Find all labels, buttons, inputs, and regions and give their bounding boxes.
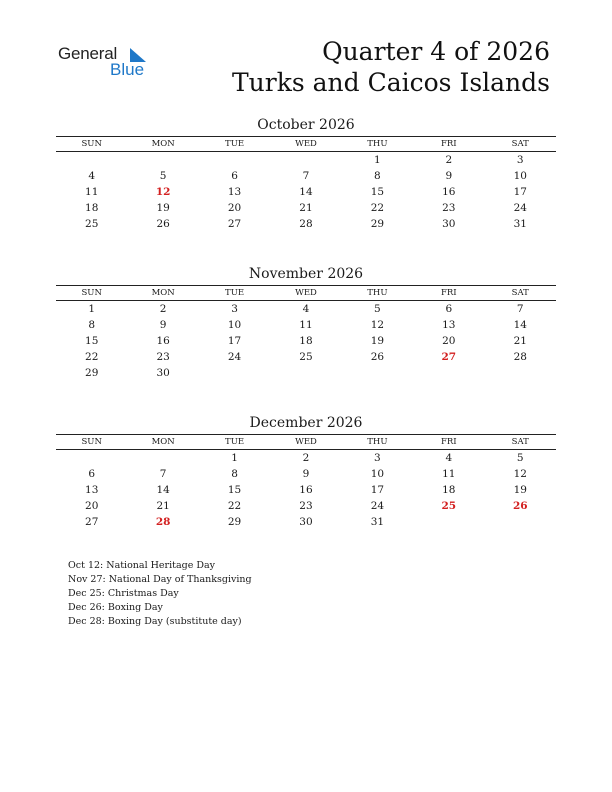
holiday-note: Dec 25: Christmas Day	[68, 588, 179, 599]
empty-day-cell	[199, 152, 270, 169]
weekday-label: FRI	[413, 435, 484, 450]
calendar-table	[56, 285, 556, 381]
weekday-label: WED	[270, 435, 341, 450]
week-row	[56, 482, 556, 498]
calendar-body	[56, 301, 556, 382]
day-cell: 14	[513, 319, 527, 331]
day-cell: 11	[85, 186, 99, 198]
weekday-label: FRI	[413, 137, 484, 152]
weekday-label: TUE	[199, 137, 270, 152]
day-cell: 19	[513, 484, 527, 496]
day-cell: 18	[442, 484, 456, 496]
weekday-label: WED	[270, 137, 341, 152]
day-cell: 23	[299, 500, 313, 512]
day-cell: 19	[156, 202, 170, 214]
holiday-day-cell: 26	[512, 500, 528, 512]
week-row	[56, 200, 556, 216]
day-cell: 5	[374, 303, 381, 315]
weekday-label: SAT	[485, 137, 556, 152]
day-cell: 1	[374, 154, 381, 166]
month-title: November 2026	[248, 266, 364, 282]
day-cell: 21	[513, 335, 527, 347]
weekday-header-row	[56, 286, 556, 301]
weekday-label: THU	[342, 435, 413, 450]
empty-day-cell	[127, 152, 198, 169]
holiday-day-cell: 12	[155, 186, 171, 198]
day-cell: 16	[156, 335, 170, 347]
day-cell: 1	[88, 303, 96, 315]
day-cell: 4	[88, 170, 96, 182]
week-row	[56, 317, 556, 333]
day-cell: 11	[299, 319, 313, 331]
week-row	[56, 184, 556, 200]
day-cell: 26	[370, 351, 385, 363]
day-cell: 26	[156, 218, 170, 230]
month-december	[56, 413, 556, 530]
day-cell: 5	[159, 170, 167, 182]
day-cell: 30	[442, 218, 456, 230]
weekday-label: MON	[127, 286, 198, 301]
day-cell: 18	[85, 202, 99, 214]
week-row	[56, 333, 556, 349]
day-cell: 29	[85, 367, 99, 379]
empty-day-cell	[56, 152, 127, 169]
weekday-label: SUN	[56, 435, 127, 450]
day-cell: 17	[370, 484, 385, 496]
weekday-header-row	[56, 435, 556, 450]
day-cell: 27	[227, 218, 242, 230]
weekday-label: TUE	[199, 286, 270, 301]
month-november	[56, 264, 556, 381]
day-cell: 23	[156, 351, 170, 363]
day-cell: 8	[231, 468, 238, 480]
calendar-body	[56, 152, 556, 233]
holiday-note: Nov 27: National Day of Thanksgiving	[68, 574, 252, 585]
weekday-label: MON	[127, 435, 198, 450]
day-cell: 24	[513, 202, 527, 214]
day-cell: 19	[370, 335, 385, 347]
day-cell: 14	[299, 186, 313, 198]
day-cell: 12	[513, 468, 527, 480]
day-cell: 2	[159, 303, 167, 315]
week-row	[56, 349, 556, 365]
day-cell: 12	[370, 319, 385, 331]
day-cell: 31	[370, 516, 385, 528]
day-cell: 31	[513, 218, 527, 230]
day-cell: 13	[85, 484, 99, 496]
calendar-body	[56, 450, 556, 531]
logo-text-blue: Blue	[110, 60, 145, 79]
empty-day-cell	[270, 365, 341, 381]
page-title	[232, 36, 550, 98]
empty-day-cell	[127, 450, 198, 467]
day-cell: 9	[302, 468, 310, 480]
logo	[58, 44, 158, 84]
day-cell: 11	[442, 468, 456, 480]
title-quarter: Quarter 4 of 2026	[322, 37, 550, 66]
weekday-label: SUN	[56, 286, 127, 301]
day-cell: 16	[442, 186, 456, 198]
day-cell: 17	[513, 186, 527, 198]
empty-day-cell	[413, 514, 484, 530]
month-title: October 2026	[257, 117, 355, 133]
week-row	[56, 365, 556, 381]
day-cell: 21	[299, 202, 313, 214]
day-cell: 6	[88, 468, 96, 480]
week-row	[56, 498, 556, 514]
day-cell: 22	[227, 500, 242, 512]
day-cell: 1	[231, 452, 238, 464]
weekday-label: TUE	[199, 435, 270, 450]
day-cell: 5	[516, 452, 524, 464]
day-cell: 3	[374, 452, 381, 464]
weekday-label: THU	[342, 137, 413, 152]
day-cell: 15	[227, 484, 242, 496]
day-cell: 6	[445, 303, 453, 315]
week-row	[56, 301, 556, 318]
holiday-notes	[68, 559, 252, 629]
week-row	[56, 514, 556, 530]
day-cell: 15	[85, 335, 99, 347]
weekday-label: MON	[127, 137, 198, 152]
day-cell: 7	[159, 468, 167, 480]
day-cell: 13	[442, 319, 456, 331]
day-cell: 9	[445, 170, 453, 182]
holiday-note: Dec 28: Boxing Day (substitute day)	[68, 616, 242, 627]
week-row	[56, 216, 556, 232]
empty-day-cell	[413, 365, 484, 381]
day-cell: 10	[513, 170, 527, 182]
day-cell: 24	[370, 500, 385, 512]
day-cell: 28	[299, 218, 313, 230]
holiday-day-cell: 25	[441, 500, 457, 512]
day-cell: 18	[299, 335, 313, 347]
weekday-label: SAT	[485, 286, 556, 301]
day-cell: 15	[370, 186, 385, 198]
empty-day-cell	[270, 152, 341, 169]
empty-day-cell	[485, 365, 556, 381]
day-cell: 25	[299, 351, 313, 363]
day-cell: 17	[227, 335, 242, 347]
day-cell: 25	[85, 218, 99, 230]
day-cell: 13	[227, 186, 242, 198]
weekday-label: FRI	[413, 286, 484, 301]
day-cell: 4	[445, 452, 453, 464]
day-cell: 8	[374, 170, 381, 182]
weekday-label: THU	[342, 286, 413, 301]
day-cell: 22	[370, 202, 385, 214]
day-cell: 20	[227, 202, 242, 214]
empty-day-cell	[199, 365, 270, 381]
day-cell: 29	[370, 218, 385, 230]
day-cell: 6	[231, 170, 238, 182]
holiday-note: Oct 12: National Heritage Day	[68, 560, 215, 571]
week-row	[56, 450, 556, 467]
empty-day-cell	[485, 514, 556, 530]
month-title: December 2026	[249, 415, 363, 431]
day-cell: 29	[227, 516, 242, 528]
day-cell: 7	[302, 170, 310, 182]
month-october	[56, 115, 556, 232]
day-cell: 30	[156, 367, 170, 379]
empty-day-cell	[342, 365, 413, 381]
day-cell: 2	[445, 154, 453, 166]
day-cell: 21	[156, 500, 170, 512]
week-row	[56, 168, 556, 184]
calendar-table	[56, 434, 556, 530]
day-cell: 28	[513, 351, 527, 363]
day-cell: 27	[85, 516, 99, 528]
logo-text-general: General	[58, 44, 118, 63]
week-row	[56, 152, 556, 169]
day-cell: 9	[159, 319, 167, 331]
day-cell: 8	[88, 319, 96, 331]
day-cell: 4	[302, 303, 310, 315]
day-cell: 20	[442, 335, 456, 347]
weekday-header-row	[56, 137, 556, 152]
day-cell: 23	[442, 202, 456, 214]
day-cell: 7	[516, 303, 524, 315]
weekday-label: WED	[270, 286, 341, 301]
holiday-day-cell: 28	[155, 516, 171, 528]
day-cell: 3	[516, 154, 524, 166]
week-row	[56, 466, 556, 482]
title-country: Turks and Caicos Islands	[231, 68, 550, 97]
day-cell: 16	[299, 484, 313, 496]
day-cell: 20	[85, 500, 99, 512]
day-cell: 22	[85, 351, 99, 363]
weekday-label: SUN	[56, 137, 127, 152]
day-cell: 3	[231, 303, 238, 315]
day-cell: 10	[227, 319, 242, 331]
day-cell: 10	[370, 468, 385, 480]
day-cell: 14	[156, 484, 170, 496]
calendar-table	[56, 136, 556, 232]
day-cell: 24	[227, 351, 242, 363]
day-cell: 2	[302, 452, 310, 464]
holiday-note: Dec 26: Boxing Day	[68, 602, 163, 613]
day-cell: 30	[299, 516, 313, 528]
weekday-label: SAT	[485, 435, 556, 450]
holiday-day-cell: 27	[441, 351, 457, 363]
empty-day-cell	[56, 450, 127, 467]
